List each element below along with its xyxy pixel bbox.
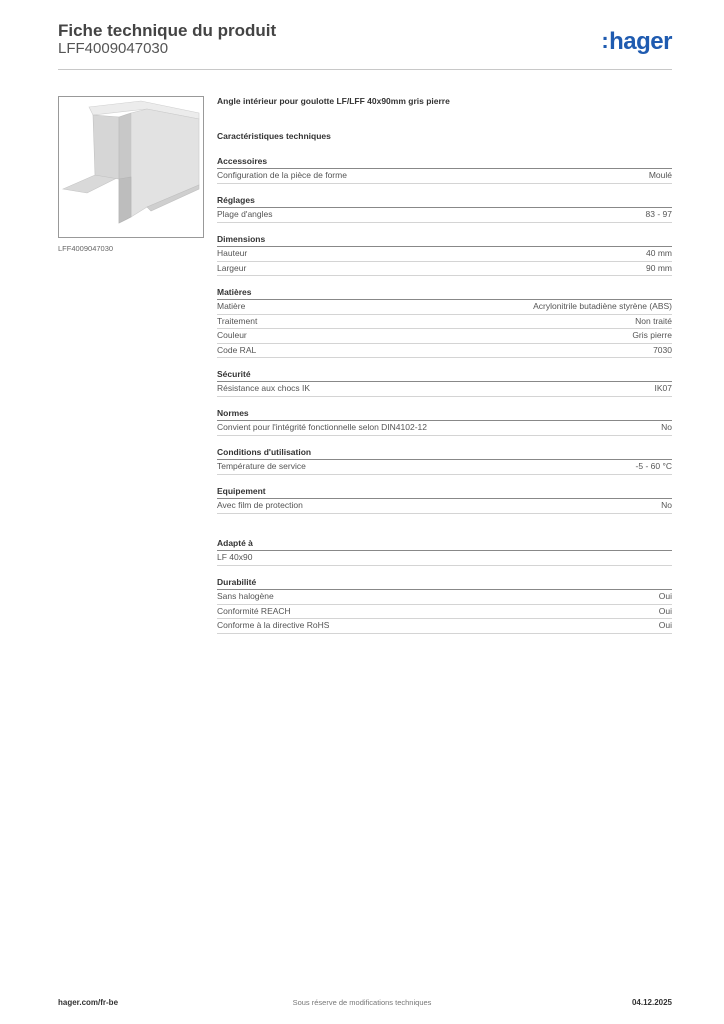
spec-section xyxy=(217,233,672,276)
spec-value: -5 - 60 °C xyxy=(635,461,672,471)
spec-label: Avec film de protection xyxy=(217,500,303,510)
footer-website: hager.com/fr-be xyxy=(58,998,119,1007)
product-title: Angle intérieur pour goulotte LF/LFF 40x90mm gris pierre xyxy=(217,96,450,106)
spec-label: Code RAL xyxy=(217,344,257,355)
section-heading: Dimensions xyxy=(217,233,672,247)
spec-section xyxy=(217,485,672,514)
spec-label: Température de service xyxy=(217,461,306,471)
spec-value: IK07 xyxy=(654,383,672,393)
spec-row xyxy=(217,605,672,620)
section-heading: Matières xyxy=(217,286,672,300)
hager-logo xyxy=(601,28,672,56)
section-heading: Durabilité xyxy=(217,576,672,590)
spec-value: 90 mm xyxy=(646,262,672,273)
section-heading: Accessoires xyxy=(217,155,672,169)
spec-value: No xyxy=(661,500,672,510)
spec-label: Conformité REACH xyxy=(217,605,291,616)
spec-row xyxy=(217,329,672,344)
spec-row xyxy=(217,619,672,634)
spec-section xyxy=(217,286,672,358)
spec-section xyxy=(217,446,672,475)
spec-label: Largeur xyxy=(217,262,247,273)
spec-row xyxy=(217,382,672,397)
spec-row xyxy=(217,344,672,359)
spec-label: Couleur xyxy=(217,330,247,340)
product-image xyxy=(58,96,204,238)
spec-section xyxy=(217,194,672,223)
image-caption: LFF4009047030 xyxy=(58,244,114,253)
section-heading: Normes xyxy=(217,407,672,421)
spec-label: Matière xyxy=(217,301,246,311)
section-heading: Conditions d'utilisation xyxy=(217,446,672,460)
product-reference: LFF4009047030 xyxy=(58,40,169,57)
logo-mark-icon: : xyxy=(601,28,609,53)
spec-value: Acrylonitrile butadiène styrène (ABS) xyxy=(533,301,672,311)
spec-row xyxy=(217,300,672,315)
spec-label: Hauteur xyxy=(217,248,248,258)
logo-text: hager xyxy=(609,28,672,55)
section-heading: Adapté à xyxy=(217,537,672,551)
spec-row xyxy=(217,208,672,223)
page-title: Fiche technique du produit xyxy=(58,21,277,40)
footer-disclaimer: Sous réserve de modifications techniques xyxy=(292,998,432,1007)
spec-row xyxy=(217,247,672,262)
spec-value: Gris pierre xyxy=(632,330,672,340)
section-heading: Sécurité xyxy=(217,368,672,382)
spec-value: Oui xyxy=(658,605,672,616)
spec-value: Oui xyxy=(658,620,672,630)
spec-label: Configuration de la pièce de forme xyxy=(217,170,347,180)
spec-label: Traitement xyxy=(217,315,258,326)
spec-label: Conforme à la directive RoHS xyxy=(217,620,330,630)
spec-value: 40 mm xyxy=(646,248,672,258)
spec-label: Convient pour l'intégrité fonctionnelle selon DIN4102-12 xyxy=(217,422,428,432)
spec-row xyxy=(217,590,672,605)
spec-row xyxy=(217,421,672,436)
spec-row xyxy=(217,460,672,475)
spec-label: Plage d'angles xyxy=(217,209,273,219)
spec-label: Sans halogène xyxy=(217,591,274,601)
tech-characteristics-title: Caractéristiques techniques xyxy=(217,131,331,141)
spec-section xyxy=(217,537,672,566)
spec-row xyxy=(217,315,672,330)
spec-row xyxy=(217,169,672,184)
spec-row xyxy=(217,262,672,277)
spec-value: Oui xyxy=(658,591,672,601)
spec-section xyxy=(217,368,672,397)
section-heading: Réglages xyxy=(217,194,672,208)
spec-value: 83 - 97 xyxy=(645,209,672,219)
spec-value: Moulé xyxy=(648,170,672,180)
spec-label: LF 40x90 xyxy=(217,552,253,562)
spec-label: Résistance aux chocs IK xyxy=(217,383,311,393)
spec-section xyxy=(217,155,672,184)
spec-value: 7030 xyxy=(653,344,672,355)
spec-section xyxy=(217,407,672,436)
spec-value: Non traité xyxy=(635,315,672,326)
spec-row xyxy=(217,551,672,566)
footer-date: 04.12.2025 xyxy=(631,998,672,1007)
section-heading: Equipement xyxy=(217,485,672,499)
spec-row xyxy=(217,499,672,514)
spec-value: No xyxy=(661,422,672,432)
cable-trunking-angle-icon xyxy=(59,97,203,237)
header-divider xyxy=(58,69,672,70)
spec-section xyxy=(217,576,672,634)
